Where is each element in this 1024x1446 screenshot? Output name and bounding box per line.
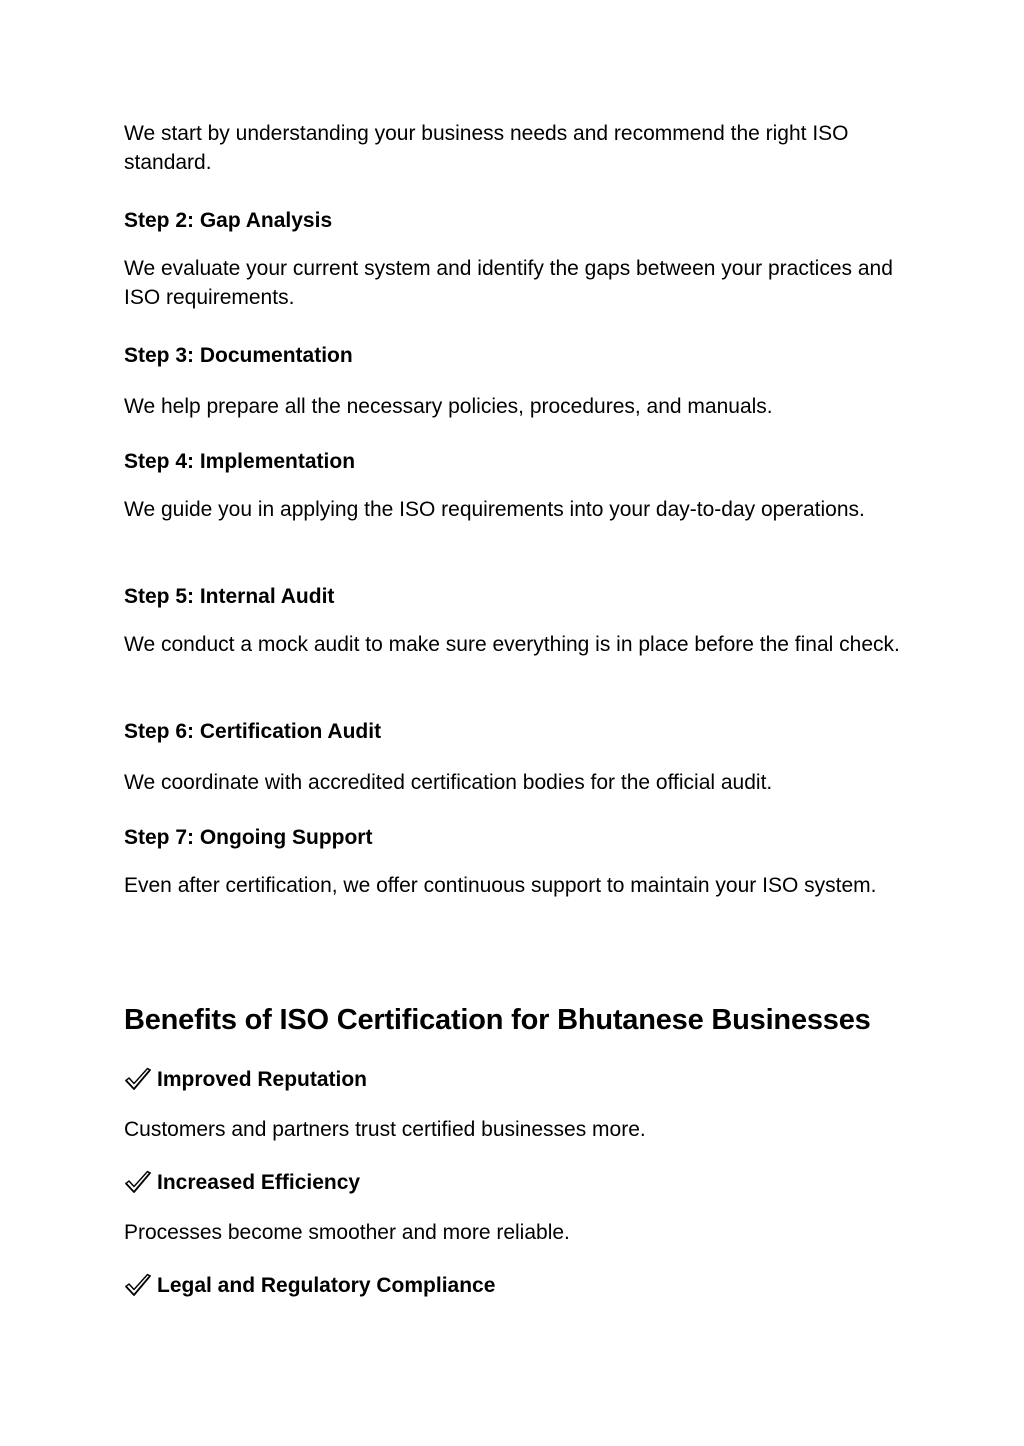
step-4-description: We guide you in applying the ISO requirements into your day-to-day operations. (124, 498, 865, 521)
benefit-title: Legal and Regulatory Compliance (157, 1274, 496, 1297)
benefit-legal-compliance (124, 1271, 904, 1300)
benefit-title: Improved Reputation (157, 1068, 368, 1091)
step-4-heading: Step 4: Implementation (124, 450, 356, 473)
step-3-description: We help prepare all the necessary policies, procedures, and manuals. (124, 395, 773, 418)
step-6-heading: Step 6: Certification Audit (124, 720, 382, 743)
step-5-description: We conduct a mock audit to make sure everything is in place before the final check. (124, 633, 900, 656)
document-page (124, 0, 904, 1446)
check-mark-icon (124, 1067, 152, 1093)
check-mark-icon (124, 1273, 152, 1299)
benefit-description: Customers and partners trust certified businesses more. (124, 1118, 646, 1141)
benefit-improved-reputation (124, 1065, 904, 1094)
benefit-increased-efficiency (124, 1168, 904, 1197)
benefits-heading: Benefits of ISO Certification for Bhutanese Businesses (124, 1004, 871, 1036)
benefit-title: Increased Efficiency (157, 1171, 361, 1194)
benefit-description: Processes become smoother and more reliable. (124, 1221, 570, 1244)
step-2-heading: Step 2: Gap Analysis (124, 209, 333, 232)
step-7-heading: Step 7: Ongoing Support (124, 826, 373, 849)
step-7-description: Even after certification, we offer continuous support to maintain your ISO system. (124, 874, 877, 897)
step-5-heading: Step 5: Internal Audit (124, 585, 335, 608)
step-6-description: We coordinate with accredited certification bodies for the official audit. (124, 771, 773, 794)
step-2-description: We evaluate your current system and identify the gaps between your practices and ISO requirements. (124, 257, 893, 309)
check-mark-icon (124, 1170, 152, 1196)
step-3-heading: Step 3: Documentation (124, 344, 353, 367)
intro-paragraph: We start by understanding your business needs and recommend the right ISO standard. (124, 122, 849, 174)
